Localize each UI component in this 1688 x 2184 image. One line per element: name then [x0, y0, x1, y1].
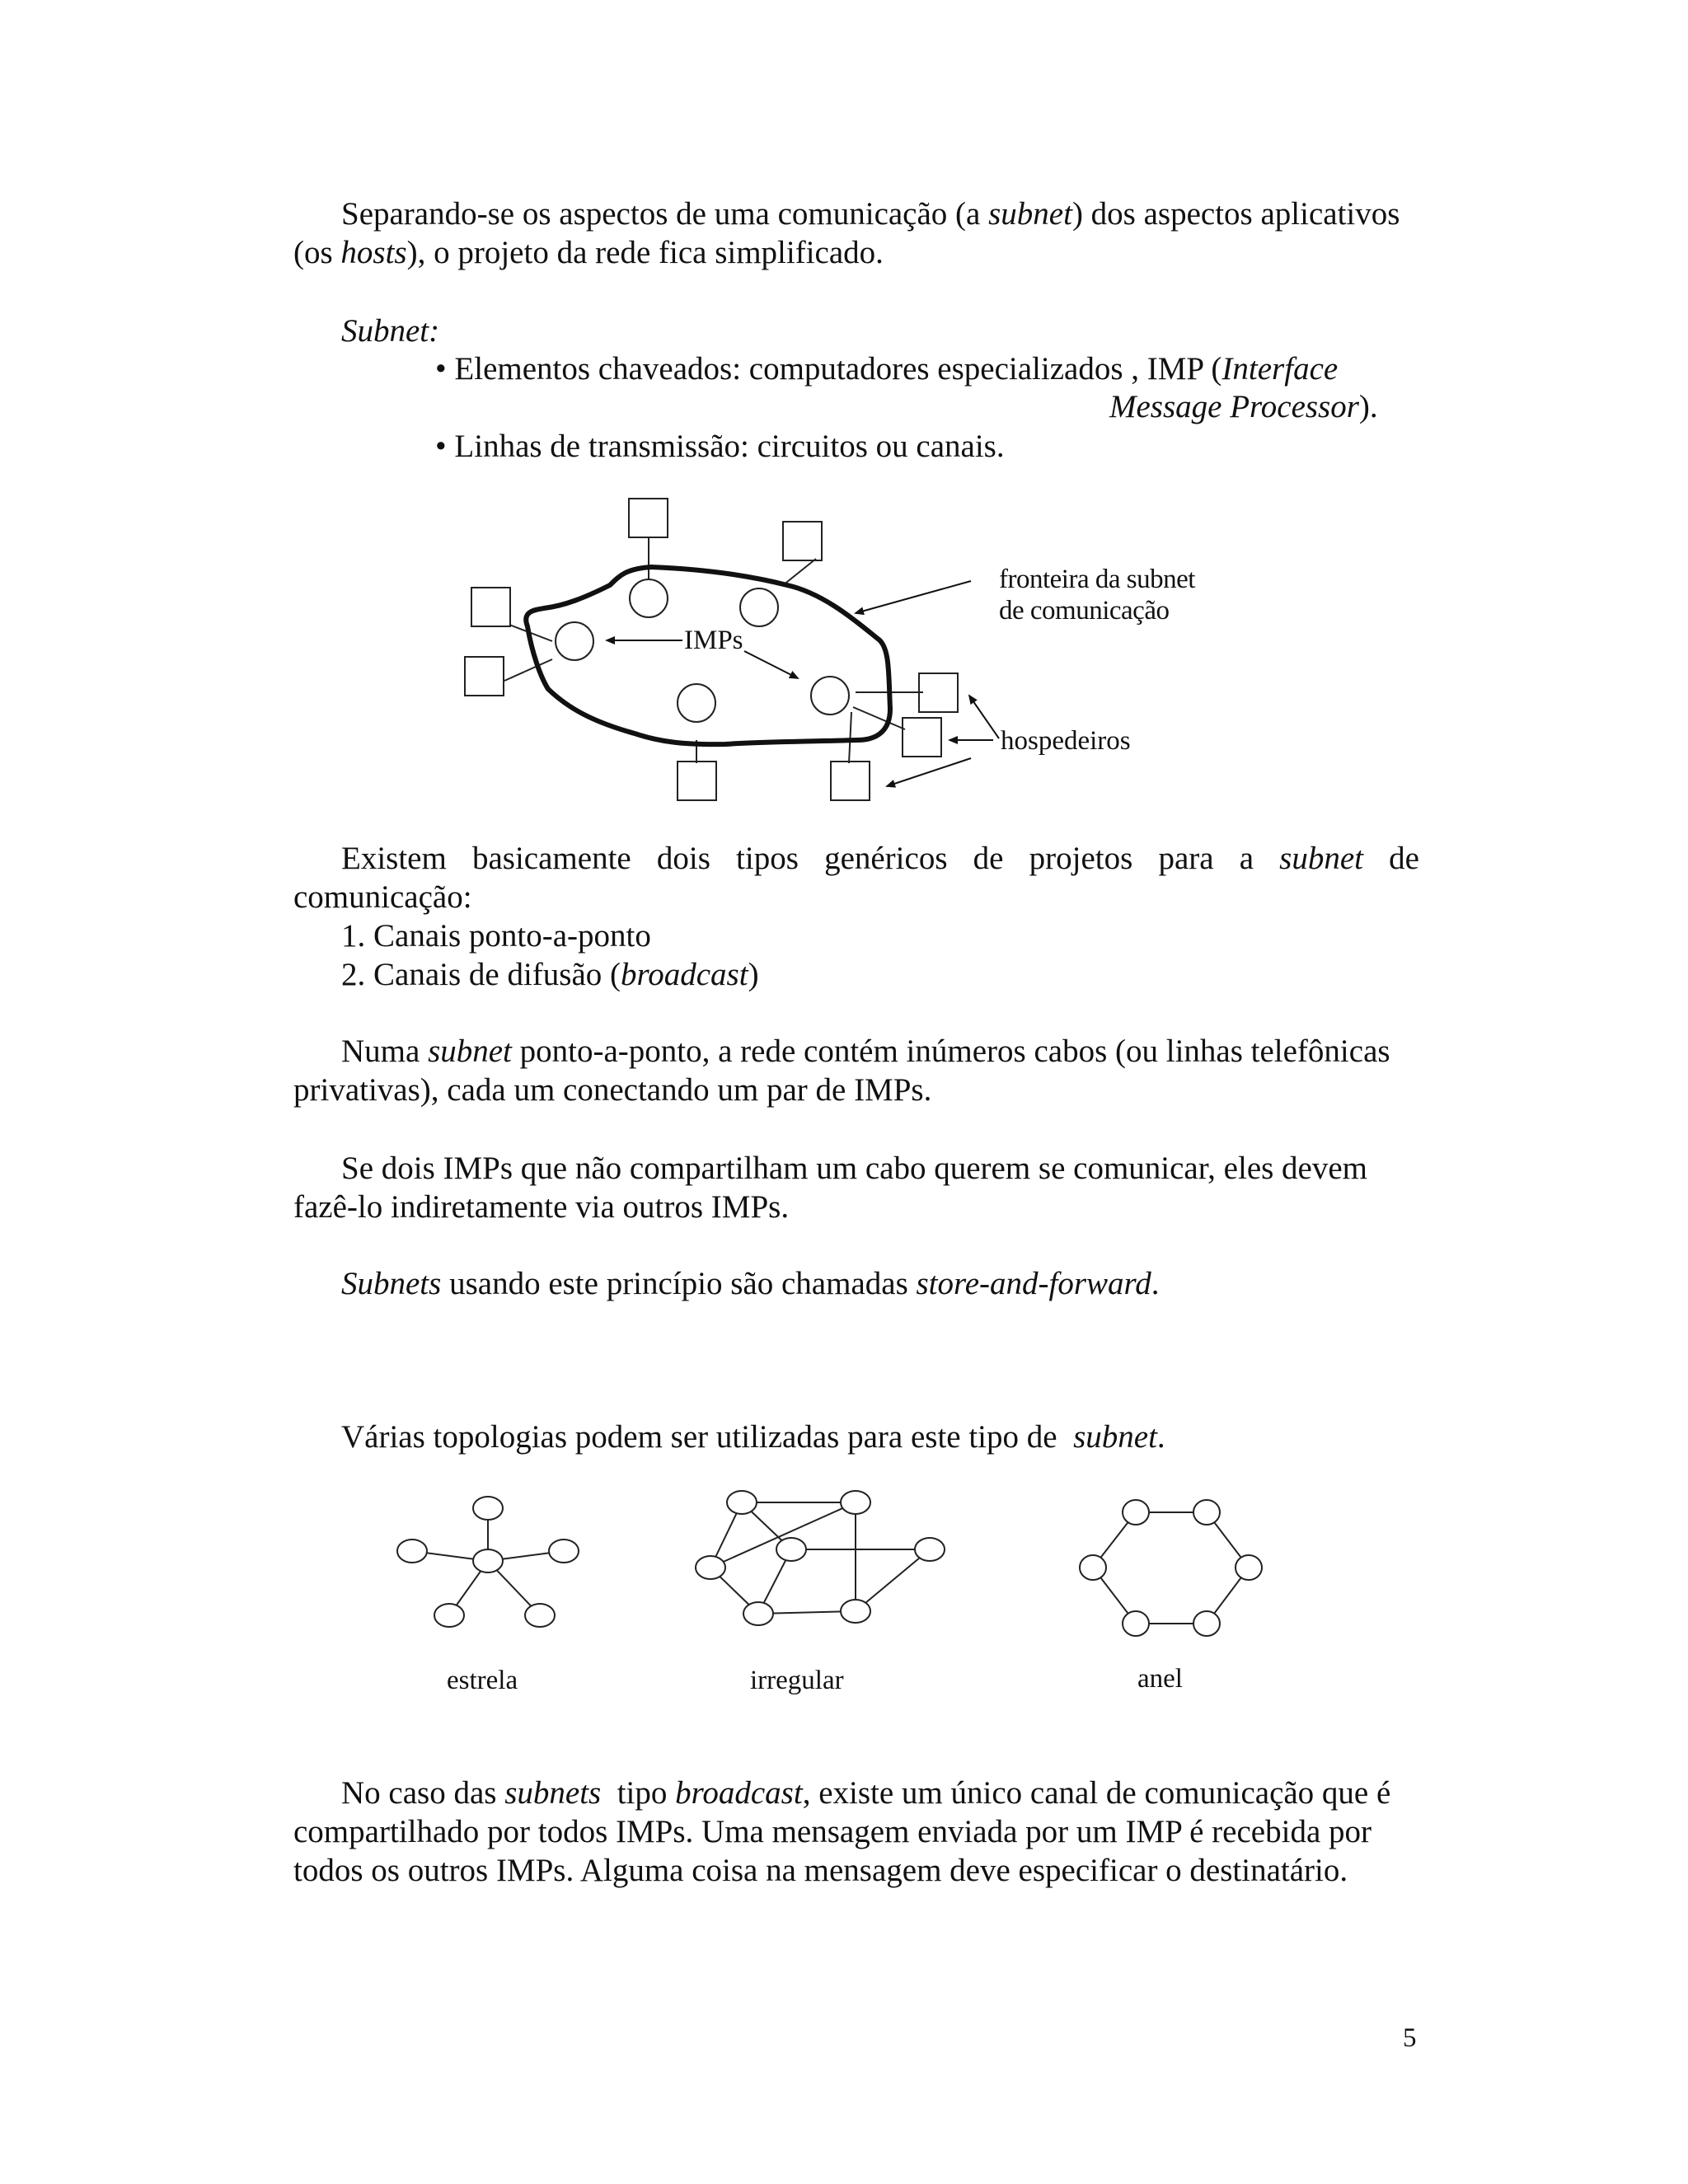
text-span: Elementos chaveados: computadores especializados , IMP (	[454, 351, 1222, 387]
text-span: dois	[656, 841, 710, 876]
text-span: Subnet:	[341, 313, 440, 349]
node-ellipse	[525, 1604, 555, 1627]
label-irregular: irregular	[750, 1666, 844, 1695]
text-span: Numa	[341, 1033, 429, 1069]
text-span: Várias topologias podem ser utilizadas para este tipo de	[341, 1419, 1074, 1455]
label-boundary-line-1: fronteira da subnet	[999, 565, 1195, 594]
text-span: (os	[293, 235, 341, 270]
text-span: subnets	[504, 1775, 602, 1811]
text-span: ponto-a-ponto, a rede contém inúmeros cabos (ou linhas telefônicas	[511, 1033, 1390, 1069]
node-ellipse	[727, 1491, 757, 1514]
text-span: de	[973, 841, 1004, 876]
label-boundary-line-2: de comunicação	[999, 596, 1170, 626]
paragraph-p2p-line-2: privativas), cada um conectando um par de IMPs.	[293, 1072, 932, 1108]
text-span: broadcast	[675, 1775, 803, 1811]
paragraph-indirect-line-1: Se dois IMPs que não compartilham um cabo querem se comunicar, eles devem	[341, 1151, 1368, 1186]
label-hosts: hospedeiros	[1001, 726, 1131, 756]
text-span: Linhas de transmissão: circuitos ou canais.	[454, 429, 1005, 464]
paragraph-broadcast-line-2: compartilhado por todos IMPs. Uma mensagem enviada por um IMP é recebida por	[293, 1814, 1372, 1849]
edge-line	[1093, 1512, 1249, 1624]
text-span: Existem	[341, 841, 447, 876]
node-ellipse	[1193, 1611, 1220, 1636]
text-span: Separando-se os aspectos de uma comunicação (a	[341, 196, 989, 232]
node-ellipse	[434, 1604, 464, 1627]
node-ellipse	[1236, 1555, 1262, 1580]
node-ellipse	[1080, 1555, 1106, 1580]
text-span: Subnets	[341, 1266, 442, 1301]
text-span: ), o projeto da rede fica simplificado.	[406, 235, 884, 270]
text-span: Message Processor	[1109, 389, 1359, 424]
page-number: 5	[1403, 2023, 1417, 2053]
text-span: para	[1158, 841, 1214, 876]
text-span: genéricos	[824, 841, 948, 876]
text-span: broadcast	[621, 957, 748, 992]
text-span: Interface	[1221, 351, 1339, 387]
text-span: .	[1151, 1266, 1160, 1301]
text-span: de	[1389, 841, 1419, 876]
text-span: No caso das	[341, 1775, 505, 1811]
text-span: subnet	[1279, 841, 1363, 876]
node-ellipse	[1123, 1611, 1149, 1636]
star-topology	[397, 1497, 579, 1627]
bullet-icon: •	[435, 351, 455, 387]
irregular-topology	[696, 1491, 945, 1625]
node-ellipse	[1123, 1500, 1149, 1525]
bullet-icon: •	[435, 429, 455, 464]
list-item-1: 1. Canais ponto-a-ponto	[341, 918, 651, 954]
node-ellipse	[841, 1600, 870, 1623]
label-imps: IMPs	[684, 626, 743, 655]
text-span: usando este princípio são chamadas	[441, 1266, 917, 1301]
paragraph-broadcast-line-3: todos os outros IMPs. Alguma coisa na mensagem deve especificar o destinatário.	[293, 1853, 1348, 1888]
node-ellipse	[397, 1540, 427, 1563]
text-span: tipo	[601, 1775, 676, 1811]
text-span: projetos	[1029, 841, 1133, 876]
text-span: subnet	[988, 196, 1072, 232]
node-ellipse	[1193, 1500, 1220, 1525]
paragraph-types-line-2: comunicação:	[293, 879, 472, 915]
label-star: estrela	[447, 1666, 518, 1695]
text-span: hosts	[340, 235, 407, 270]
text-span: subnet	[1073, 1419, 1157, 1455]
node-ellipse	[549, 1540, 579, 1563]
text-span: .	[1156, 1419, 1165, 1455]
text-span: )	[748, 957, 759, 992]
text-span: 2. Canais de difusão (	[341, 957, 621, 992]
node-ellipse	[841, 1491, 870, 1514]
paragraph-indirect-line-2: fazê-lo indiretamente via outros IMPs.	[293, 1189, 790, 1225]
text-span: store-and-forward	[916, 1266, 1151, 1301]
node-ellipse	[473, 1549, 503, 1572]
text-span: ).	[1358, 389, 1378, 424]
text-span: basicamente	[471, 841, 631, 876]
node-ellipse	[696, 1556, 725, 1579]
text-span: , existe um único canal de comunicação que é	[802, 1775, 1391, 1811]
node-ellipse	[915, 1538, 945, 1561]
node-ellipse	[473, 1497, 503, 1520]
edge-line	[856, 1549, 930, 1611]
text-span: tipos	[736, 841, 799, 876]
text-span: a	[1239, 841, 1254, 876]
paragraph-broadcast-line-1	[293, 1774, 1419, 1812]
text-span: subnet	[428, 1033, 512, 1069]
text-span: ) dos aspectos aplicativos	[1071, 196, 1400, 232]
label-ring: anel	[1137, 1664, 1183, 1694]
ring-topology	[1080, 1500, 1262, 1636]
node-ellipse	[743, 1602, 773, 1625]
paragraph-broadcast	[293, 1774, 1419, 1890]
node-ellipse	[776, 1538, 806, 1561]
